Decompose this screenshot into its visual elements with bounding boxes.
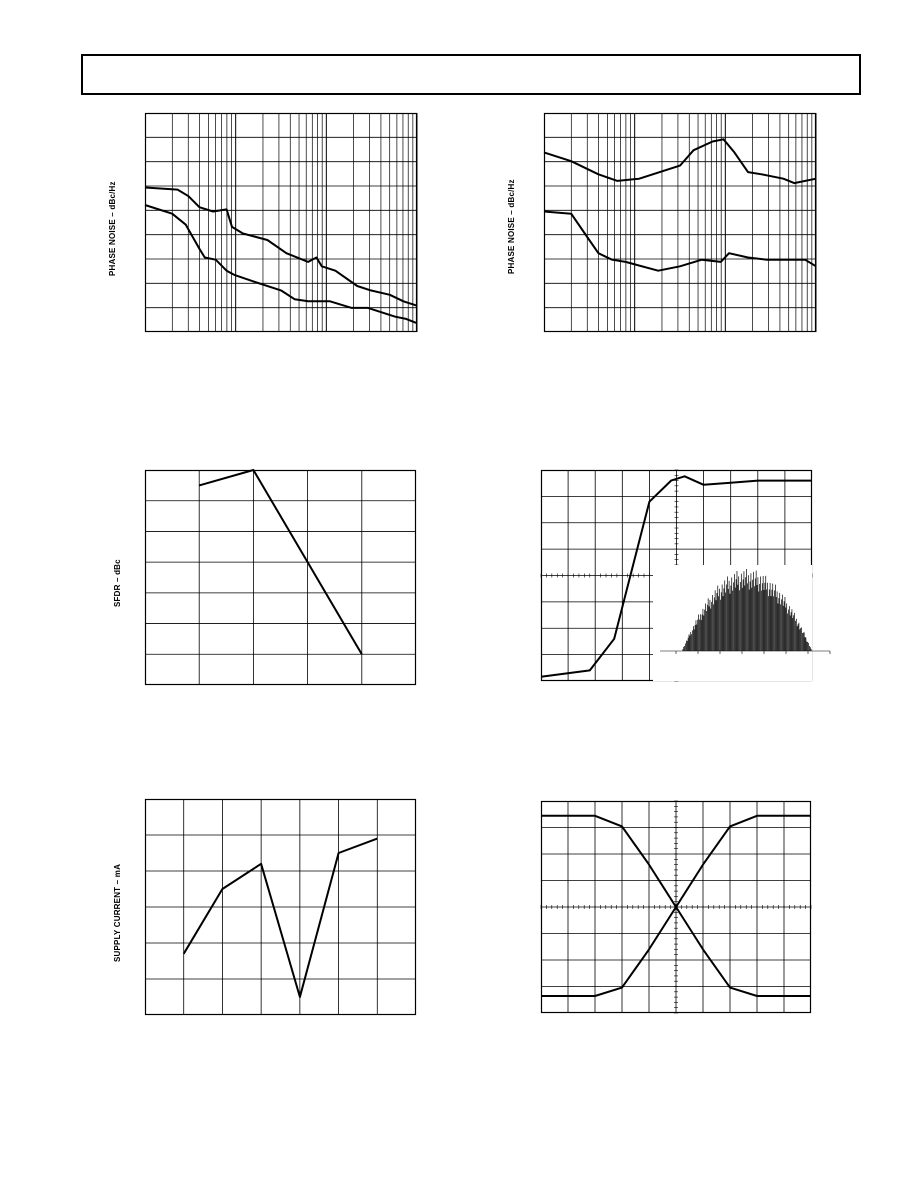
- series-line-0: [145, 188, 417, 306]
- plot-frame: [545, 114, 816, 332]
- series-line-1: [145, 205, 417, 323]
- page-header-box: [81, 54, 861, 95]
- chart-sfdr: [145, 470, 416, 685]
- series-line-1: [544, 212, 816, 271]
- y-axis-label: PHASE NOISE – dBc/Hz: [108, 181, 117, 276]
- y-axis-label: SUPPLY CURRENT – mA: [113, 863, 122, 962]
- plot-frame: [146, 471, 416, 685]
- chart-supply-current: [145, 799, 416, 1015]
- chart-phase-noise-right: [544, 113, 816, 332]
- spectrum-inset: [660, 565, 830, 655]
- y-axis-label: PHASE NOISE – dBc/Hz: [507, 179, 516, 274]
- series-line-0: [544, 139, 816, 183]
- chart-phase-noise-left: [145, 113, 417, 332]
- series-line-0: [184, 839, 378, 997]
- y-axis-label: SFDR – dBc: [113, 559, 122, 607]
- plot-frame: [146, 114, 417, 332]
- chart-scope-cross: [541, 801, 811, 1013]
